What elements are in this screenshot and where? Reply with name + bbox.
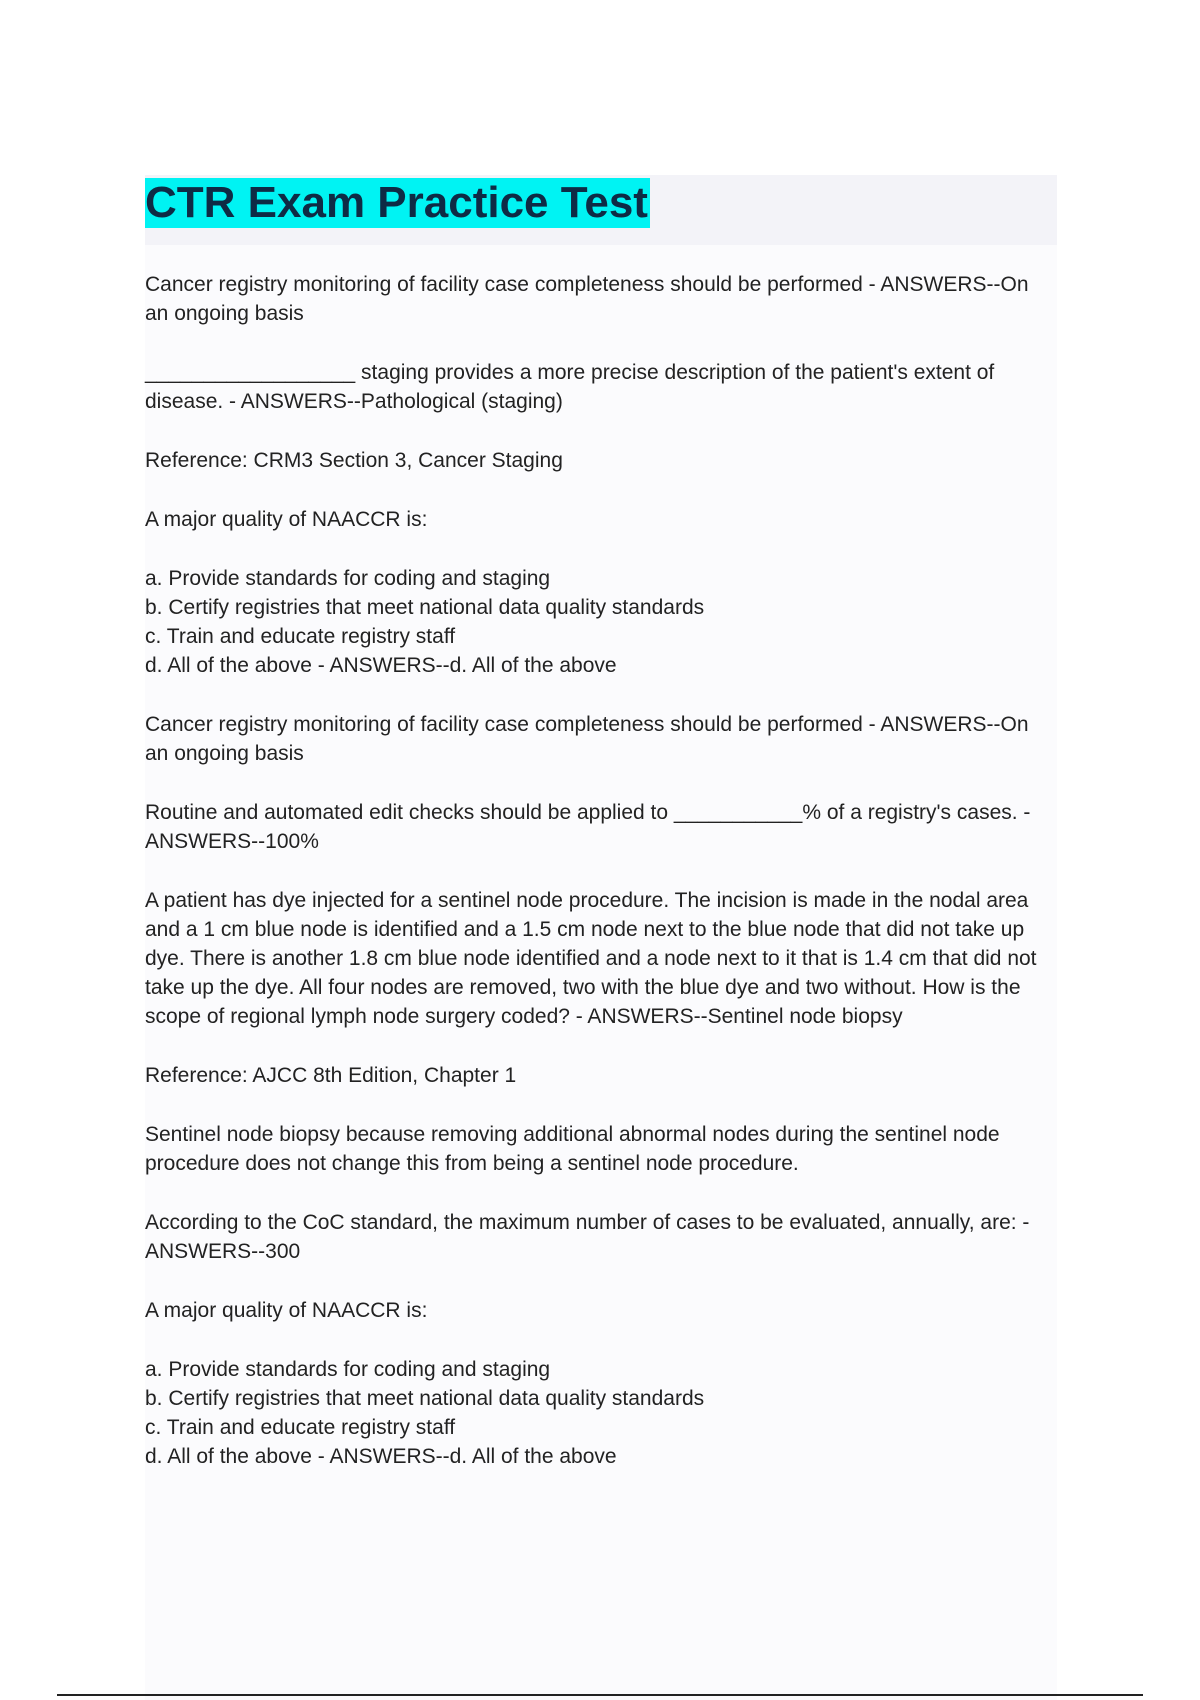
question-paragraph: A major quality of NAACCR is: [145,508,428,531]
question-paragraph: A patient has dye injected for a sentinel node procedure. The incision is made in the nodal area and a 1 cm blue node is identified and a 1.5 cm node next to the blue node that did not take up dye. There is another 1.8 cm blue node identified and a node next to it that is 1.4 cm that did not take up the dye. All four nodes are removed, two with the blue dye and two without. How is the scope of regional lymph node surgery coded? - ANSWERS--Sentinel node biopsy [145,889,1037,1028]
answer-option: a. Provide standards for coding and staging [145,567,551,590]
question-paragraph: Cancer registry monitoring of facility case completeness should be performed - ANSWERS--On an ongoing basis [145,273,1029,325]
footer-divider [57,1694,1143,1696]
answer-option: c. Train and educate registry staff [145,1416,456,1439]
answer-option: d. All of the above - ANSWERS--d. All of the above [145,654,617,677]
answer-option: c. Train and educate registry staff [145,625,456,648]
document-title: CTR Exam Practice Test [145,178,648,227]
question-paragraph: __________________ staging provides a more precise description of the patient's extent of disease. - ANSWERS--Pathological (staging) [145,361,995,413]
reference-paragraph: Reference: AJCC 8th Edition, Chapter 1 [145,1064,517,1087]
question-paragraph: Cancer registry monitoring of facility case completeness should be performed - ANSWERS--On an ongoing basis [145,713,1029,765]
question-paragraph: According to the CoC standard, the maximum number of cases to be evaluated, annually, are: - ANSWERS--300 [145,1211,1030,1263]
reference-paragraph: Reference: CRM3 Section 3, Cancer Staging [145,449,563,472]
document-body [145,270,1057,1471]
explanation-paragraph: Sentinel node biopsy because removing additional abnormal nodes during the sentinel node procedure does not change this from being a sentinel node procedure. [145,1123,1000,1175]
answer-option: b. Certify registries that meet national data quality standards [145,1387,705,1410]
question-paragraph: A major quality of NAACCR is: [145,1299,428,1322]
question-paragraph: Routine and automated edit checks should be applied to ___________% of a registry's cases. - ANSWERS--100% [145,801,1031,853]
answer-option: d. All of the above - ANSWERS--d. All of the above [145,1445,617,1468]
answer-option: b. Certify registries that meet national data quality standards [145,596,705,619]
answer-option: a. Provide standards for coding and staging [145,1358,551,1381]
